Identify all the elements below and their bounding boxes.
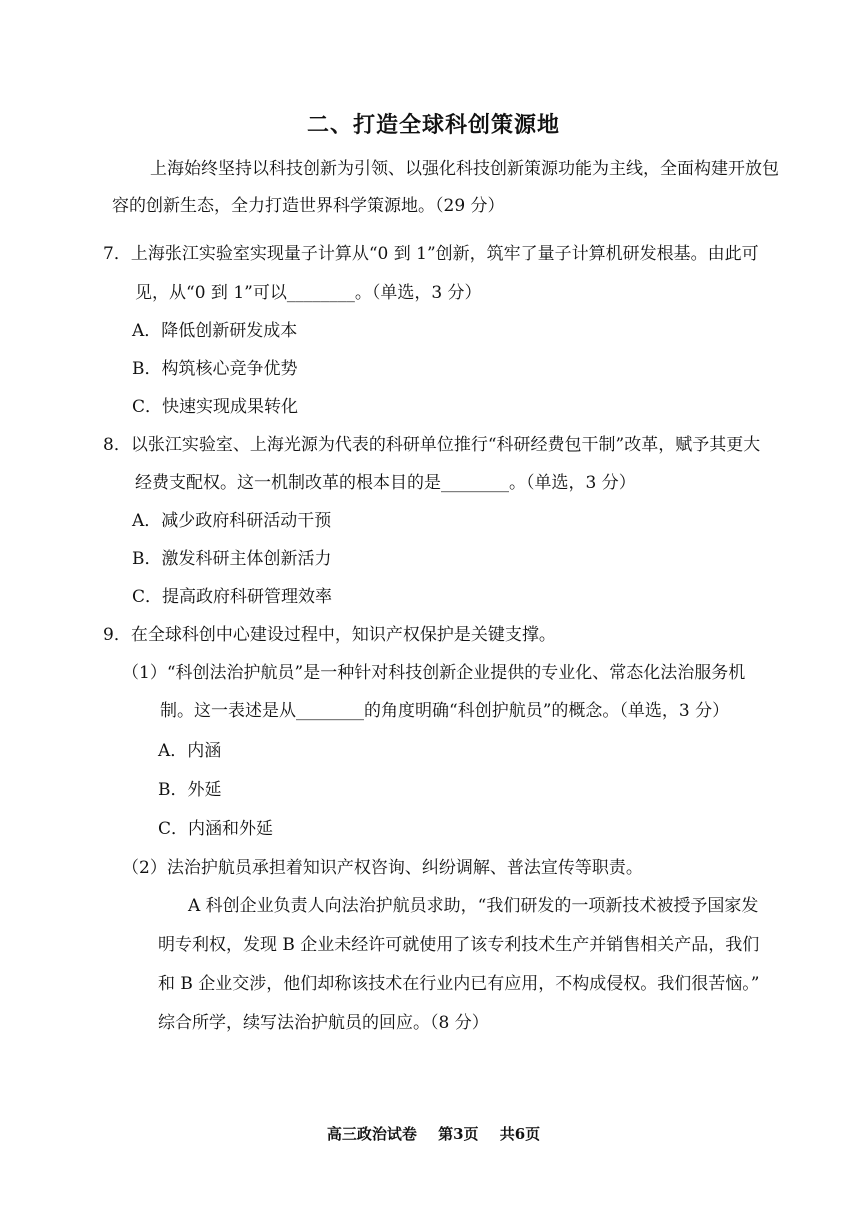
q8-option-a: A．减少政府科研活动干预 [132,511,332,531]
q9-2-stem: （2）法治护航员承担着知识产权咨询、纠纷调解、普法宣传等职责。 [122,858,643,878]
q8-option-c: C．提高政府科研管理效率 [132,587,333,607]
section-title: 二、打造全球科创策源地 [306,113,560,138]
q8-option-b: B．激发科研主体创新活力 [132,549,332,569]
q9-1-option-b: B．外延 [158,780,222,800]
q7-stem-line-2: 见，从“0 到 1”可以________。（单选，3 分） [135,283,482,303]
q9-1-option-a: A．内涵 [158,741,222,761]
q7-option-b: B．构筑核心竞争优势 [132,359,298,379]
q7-option-c: C．快速实现成果转化 [132,397,299,417]
q9-2-quote-line-2: 明专利权，发现 B 企业未经许可就使用了该专利技术生产并销售相关产品，我们 [158,935,760,955]
q8-stem-line-2: 经费支配权。这一机制改革的根本目的是________。（单选，3 分） [135,473,636,493]
page-footer [0,1124,867,1144]
footer-page-number: 第3页 [438,1125,479,1143]
intro-line-2: 容的创新生态，全力打造世界科学策源地。（29 分） [112,196,505,216]
q9-2-quote-line-3: 和 B 企业交涉，他们却称该技术在行业内已有应用，不构成侵权。我们很苦恼。” [158,974,760,994]
footer-total-pages: 共6页 [499,1125,541,1143]
q7-option-a: A．降低创新研发成本 [132,321,298,341]
q9-1-line-2: 制。这一表述是从________的角度明确“科创护航员”的概念。（单选，3 分） [160,701,730,721]
footer-subject: 高三政治试卷 [326,1125,417,1143]
q9-stem: 9．在全球科创中心建设过程中，知识产权保护是关键支撑。 [103,625,556,645]
q7-stem-line-1: 7．上海张江实验室实现量子计算从“0 到 1”创新，筑牢了量子计算机研发根基。由此可 [103,244,759,264]
q9-2-quote-line-4: 综合所学，续写法治护航员的回应。（8 分） [158,1013,489,1033]
q9-1-option-c: C．内涵和外延 [158,819,274,839]
q8-stem-line-1: 8．以张江实验室、上海光源为代表的科研单位推行“科研经费包干制”改革，赋予其更大 [103,435,761,455]
q9-1-line-1: （1）“科创法治护航员”是一种针对科技创新企业提供的专业化、常态化法治服务机 [122,663,746,683]
q9-2-quote-line-1: A 科创企业负责人向法治护航员求助，“我们研发的一项新技术被授予国家发 [188,896,759,916]
intro-line-1: 上海始终坚持以科技创新为引领、以强化科技创新策源功能为主线，全面构建开放包 [150,159,779,179]
